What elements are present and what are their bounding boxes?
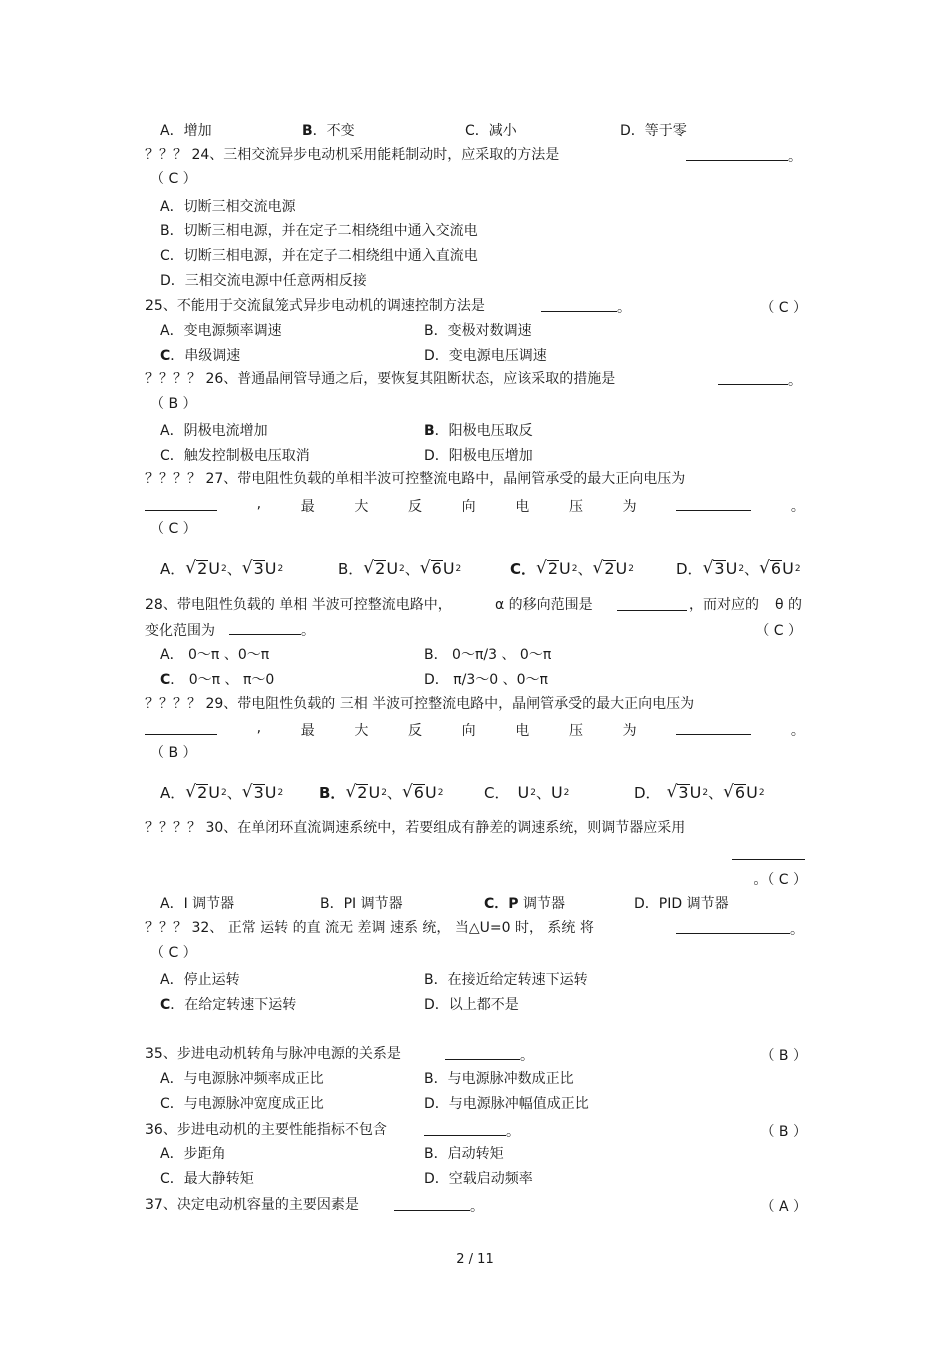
q35-option-a: A．与电源脉冲频率成正比 — [160, 1071, 324, 1087]
q37-blank: 。 — [394, 1196, 484, 1216]
q32-blank: 。 — [676, 919, 804, 939]
q29-options — [0, 782, 950, 806]
q27-blank-2 — [676, 496, 751, 511]
q27-option-a: A． √ 2 U 2 、 √ 3 U 2 — [160, 558, 284, 578]
q29-option-a: A． √ 2 U 2 、 √ 3 U 2 — [160, 782, 284, 802]
q35-option-d: D．与电源脉冲幅值成正比 — [424, 1096, 589, 1112]
q36-option-d: D．空载启动频率 — [424, 1171, 533, 1187]
q28-question: 28、带电阻性负载的 单相 半波可控整流电路中， — [145, 597, 452, 613]
q28-question-line2: 变化范围为 。 — [145, 620, 315, 640]
q28-text-2: ，而对应的 — [689, 597, 759, 613]
q28-theta: θ 的 — [775, 597, 803, 613]
q30-question: ？？？？ 30、在单闭环直流调速系统中，若要组成有静差的调速系统，则调节器应采用 — [145, 820, 686, 836]
q32-option-a: A．停止运转 — [160, 972, 240, 988]
q27-option-b: B． √ 2 U 2 、 √ 6 U 2 — [338, 558, 462, 578]
q35-option-b: B．与电源脉冲数成正比 — [424, 1071, 574, 1087]
q27-option-c: C． √ 2 U 2 、 √ 2 U 2 — [510, 558, 634, 578]
q26-option-b: B．阳极电压取反 — [424, 423, 533, 439]
q28-answer: （ C ） — [755, 623, 802, 639]
q25-blank: 。 — [541, 297, 631, 317]
q32-option-c: C．在给定转速下运转 — [160, 997, 297, 1013]
q25-option-b: B．变极对数调速 — [424, 323, 532, 339]
q27-question: ？？？？ 27、带电阻性负载的单相半波可控整流电路中，晶闸管承受的最大正向电压为 — [145, 471, 686, 487]
q28-option-c: C． 0～π 、 π～0 — [160, 672, 275, 688]
q26-option-c: C．触发控制极电压取消 — [160, 448, 310, 464]
q29-blank-2 — [676, 720, 751, 735]
q28-alpha: α 的移向范围是 — [495, 597, 593, 613]
q25-answer: （ C ） — [760, 300, 807, 316]
q35-question: 35、步进电动机转角与脉冲电源的关系是 — [145, 1046, 401, 1062]
q27-question-continued: , 最 大 反 向 电 压 为 。 — [145, 496, 805, 516]
q28-option-b: B． 0～π/3 、 0～π — [424, 647, 552, 663]
page-number: 2 / 11 — [456, 1252, 494, 1267]
q24-blank: 。 — [686, 146, 802, 166]
q32-option-d: D．以上都不是 — [424, 997, 519, 1013]
q37-question: 37、决定电动机容量的主要因素是 — [145, 1197, 359, 1213]
q23-option-d: D．等于零 — [620, 123, 687, 139]
q30-option-d: D．PID 调节器 — [634, 896, 729, 912]
q35-blank: 。 — [445, 1045, 534, 1065]
q32-question: ？？？ 32、 正常 运转 的直 流无 差调 速系 统， 当△U=0 时， 系统 将 — [145, 920, 594, 936]
q35-answer: （ B ） — [760, 1048, 807, 1064]
q29-answer: （ B ） — [150, 745, 197, 761]
q24-option-c: C．切断三相电源，并在定子二相绕组中通入直流电 — [160, 248, 478, 264]
q25-question: 25、不能用于交流鼠笼式异步电动机的调速控制方法是 — [145, 298, 485, 314]
q36-answer: （ B ） — [760, 1124, 807, 1140]
q27-answer: （ C ） — [150, 521, 197, 537]
q26-blank: 。 — [718, 370, 802, 390]
q27-option-d: D． √ 3 U 2 、 √ 6 U 2 — [676, 558, 801, 578]
q36-option-c: C．最大静转矩 — [160, 1171, 254, 1187]
q26-option-a: A．阴极电流增加 — [160, 423, 268, 439]
q24-option-a: A．切断三相交流电源 — [160, 199, 296, 215]
q28-option-d: D． π/3～0 、0～π — [424, 672, 548, 688]
q23-option-c: C．减小 — [465, 123, 517, 139]
q26-question: ？？？？ 26、普通晶闸管导通之后，要恢复其阻断状态，应该采取的措施是 — [145, 371, 616, 387]
q29-option-b: B． √ 2 U 2 、 √ 6 U 2 — [319, 782, 444, 802]
q30-option-c: C．P 调节器 — [484, 896, 565, 912]
q36-question: 36、步进电动机的主要性能指标不包含 — [145, 1122, 387, 1138]
q37-answer: （ A ） — [760, 1199, 807, 1215]
q29-question-continued: , 最 大 反 向 电 压 为 。 — [145, 720, 805, 740]
q26-option-d: D．阳极电压增加 — [424, 448, 533, 464]
q36-option-a: A．步距角 — [160, 1146, 226, 1162]
q29-option-d: D． √ 3 U 2 、 √ 6 U 2 — [634, 782, 765, 802]
q28-option-a: A． 0～π 、0～π — [160, 647, 270, 663]
q27-options — [0, 558, 950, 582]
q27-blank-1 — [145, 496, 217, 511]
q29-option-c: C． U 2 、 U 2 — [484, 783, 570, 802]
q23-option-a: A．增加 — [160, 123, 212, 139]
q24-option-b: B．切断三相电源，并在定子二相绕组中通入交流电 — [160, 223, 478, 239]
q36-option-b: B．启动转矩 — [424, 1146, 504, 1162]
q23-option-b: B．不变 — [302, 123, 355, 139]
q30-option-a: A．I 调节器 — [160, 896, 235, 912]
q25-option-c: C．串级调速 — [160, 348, 241, 364]
q29-question: ？？？？ 29、带电阻性负载的 三相 半波可控整流电路中，晶闸管承受的最大正向电压为 — [145, 696, 695, 712]
q36-blank: 。 — [424, 1121, 520, 1141]
q24-option-d: D．三相交流电源中任意两相反接 — [160, 273, 367, 289]
q26-answer: （ B ） — [150, 396, 197, 412]
q30-answer: 。（ C ） — [753, 872, 807, 888]
q30-option-b: B．PI 调节器 — [320, 896, 403, 912]
q25-option-d: D．变电源电压调速 — [424, 348, 547, 364]
q24-answer: （ C ） — [150, 171, 197, 187]
q29-blank-1 — [145, 720, 217, 735]
q35-option-c: C．与电源脉冲宽度成正比 — [160, 1096, 324, 1112]
q32-option-b: B．在接近给定转速下运转 — [424, 972, 588, 988]
q28-blank-1 — [617, 596, 687, 616]
q24-question: ？？？ 24、三相交流异步电动机采用能耗制动时，应采取的方法是 — [145, 147, 560, 163]
q30-blank — [732, 845, 805, 865]
q32-answer: （ C ） — [150, 945, 197, 961]
q25-option-a: A．变电源频率调速 — [160, 323, 282, 339]
